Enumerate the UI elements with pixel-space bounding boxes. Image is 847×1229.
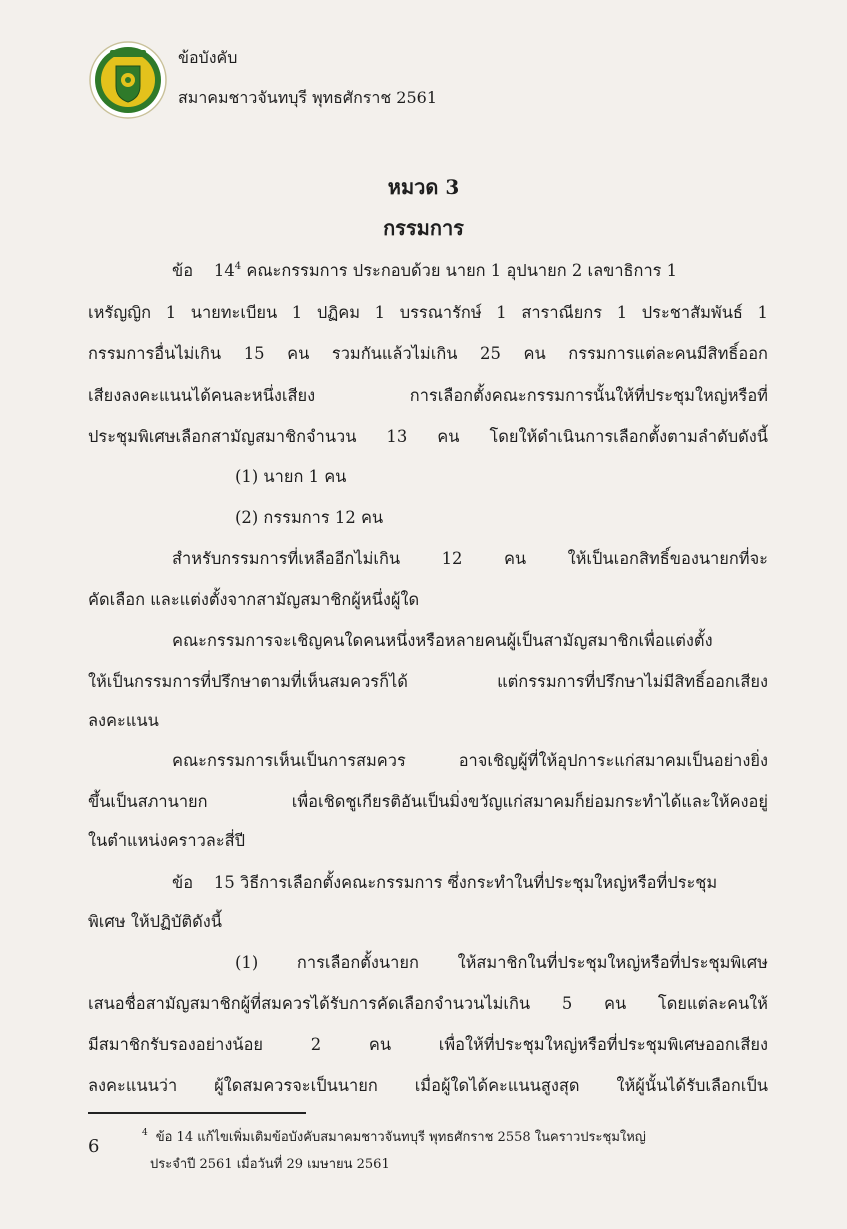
header-document-type: ข้อบังคับ <box>178 48 238 67</box>
body-line: เสียงลงคะแนนได้คนละหนึ่งเสียง การเลือกตั้งคณะกรรมการนั้นให้ที่ประชุมใหญ่หรือที่ <box>88 386 768 405</box>
header-association-name: สมาคมชาวจันทบุรี พุทธศักราช 2561 <box>178 88 438 107</box>
body-line: สำหรับกรรมการที่เหลืออีกไม่เกิน 12 คน ให้เป็นเอกสิทธิ์ของนายกที่จะ <box>172 549 768 568</box>
body-line: ลงคะแนนว่า ผู้ใดสมควรจะเป็นนายก เมื่อผู้ใดได้คะแนนสูงสุด ให้ผู้นั้นได้รับเลือกเป็น <box>88 1076 768 1095</box>
body-line: เหรัญญิก 1 นายทะเบียน 1 ปฏิคม 1 บรรณารักษ์ 1 สาราณียกร 1 ประชาสัมพันธ์ 1 <box>88 303 768 322</box>
body-line: คัดเลือก และแต่งตั้งจากสามัญสมาชิกผู้หนึ่งผู้ใด <box>88 590 420 609</box>
footnote-line: ประจำปี 2561 เมื่อวันที่ 29 เมษายน 2561 <box>150 1157 390 1172</box>
page-number: 6 <box>88 1136 100 1157</box>
chapter-title: กรรมการ <box>383 216 464 240</box>
body-line: มีสมาชิกรับรองอย่างน้อย 2 คน เพื่อให้ที่ประชุมใหญ่หรือที่ประชุมพิเศษออกเสียง <box>88 1035 768 1054</box>
article-prefix: ข้อ <box>172 873 194 892</box>
list-item: (1) การเลือกตั้งนายก ให้สมาชิกในที่ประชุมใหญ่หรือที่ประชุมพิเศษ <box>235 953 768 972</box>
article-15-first-line <box>172 868 768 898</box>
article-number: 15 <box>213 873 235 892</box>
article-prefix: ข้อ <box>172 261 194 280</box>
article-number: 14 <box>213 261 235 280</box>
body-line: ในตำแหน่งคราวละสี่ปี <box>88 831 246 850</box>
footnote-mark: 4 <box>142 1128 148 1138</box>
footnote-reference: 4 <box>234 261 242 272</box>
body-line: พิเศษ ให้ปฏิบัติดังนี้ <box>88 912 222 931</box>
footnote-divider <box>88 1112 306 1114</box>
body-line: ให้เป็นกรรมการที่ปรึกษาตามที่เห็นสมควรก็ได้ แต่กรรมการที่ปรึกษาไม่มีสิทธิ์ออกเสียง <box>88 672 768 691</box>
body-line: กรรมการอื่นไม่เกิน 15 คน รวมกันแล้วไม่เกิน 25 คน กรรมการแต่ละคนมีสิทธิ์ออก <box>88 344 768 363</box>
body-line: คณะกรรมการเห็นเป็นการสมควร อาจเชิญผู้ที่ให้อุปการะแก่สมาคมเป็นอย่างยิ่ง <box>172 751 768 770</box>
body-line: คณะกรรมการจะเชิญคนใดคนหนึ่งหรือหลายคนผู้เป็นสามัญสมาชิกเพื่อแต่งตั้ง <box>172 631 713 650</box>
footnote-line <box>142 1128 646 1149</box>
article-text: คณะกรรมการ ประกอบด้วย นายก 1 อุปนายก 2 เลขาธิการ 1 <box>246 261 678 280</box>
body-line: ลงคะแนน <box>88 711 159 730</box>
chapter-number: หมวด 3 <box>387 175 460 199</box>
association-logo-icon <box>88 40 168 120</box>
body-line: ขึ้นเป็นสภานายก เพื่อเชิดชูเกียรติอันเป็นมิ่งขวัญแก่สมาคมก็ย่อมกระทำได้และให้คงอยู่ <box>88 792 768 811</box>
footnote-text: ข้อ 14 แก้ไขเพิ่มเติมข้อบังคับสมาคมชาวจันทบุรี พุทธศักราช 2558 ในคราวประชุมใหญ่ <box>155 1130 646 1145</box>
list-item: (2) กรรมการ 12 คน <box>235 508 384 527</box>
body-line: ประชุมพิเศษเลือกสามัญสมาชิกจำนวน 13 คน โดยให้ดำเนินการเลือกตั้งตามลำดับดังนี้ <box>88 427 768 446</box>
body-line: เสนอชื่อสามัญสมาชิกผู้ที่สมควรได้รับการคัดเลือกจำนวนไม่เกิน 5 คน โดยแต่ละคนให้ <box>88 994 768 1013</box>
article-14-first-line <box>172 256 768 289</box>
article-text: วิธีการเลือกตั้งคณะกรรมการ ซึ่งกระทำในที่ประชุมใหญ่หรือที่ประชุม <box>239 873 718 892</box>
list-item: (1) นายก 1 คน <box>235 467 347 486</box>
